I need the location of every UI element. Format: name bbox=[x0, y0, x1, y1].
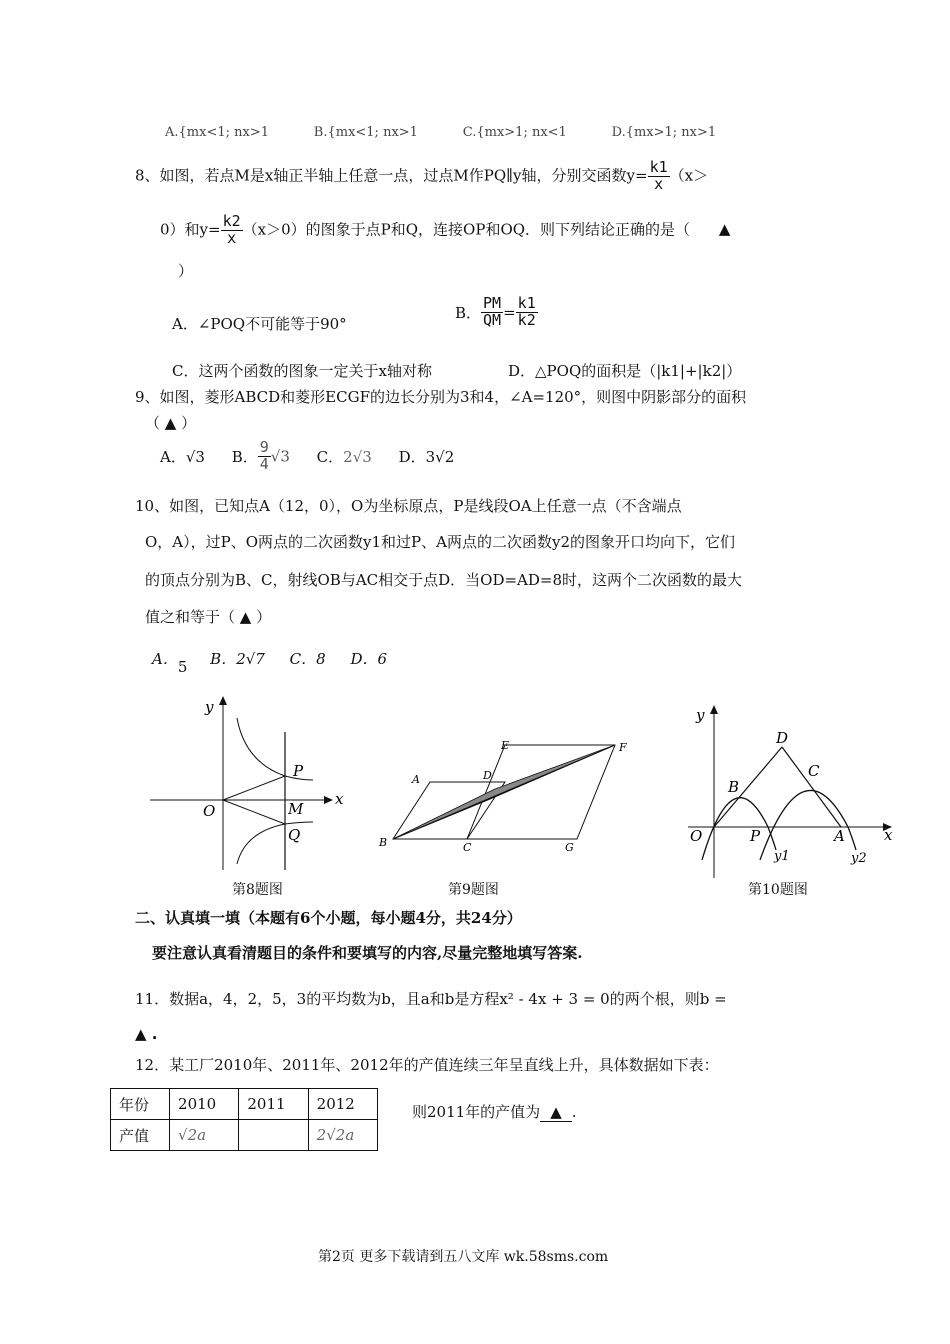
fig10-label-b: B bbox=[728, 778, 740, 796]
table-cell: √2a bbox=[170, 1120, 239, 1151]
q10-line4: 值之和等于（ ▲ ） bbox=[145, 608, 272, 626]
figure-10 bbox=[688, 700, 898, 880]
q11-line1: 11．数据a，4，2，5，3的平均数为b，且a和b是方程x² - 4x + 3 = 0的两个根，则b = bbox=[135, 990, 727, 1008]
q7-options bbox=[165, 122, 756, 140]
table-cell: 2012 bbox=[308, 1089, 377, 1120]
q9-option-a: A．√3 bbox=[160, 447, 205, 466]
fig8-label-q: Q bbox=[288, 826, 301, 844]
fig10-label-y: y bbox=[696, 706, 705, 724]
q7-option-a: A.{mx<1; nx>1 bbox=[165, 125, 269, 140]
fig10-label-o: O bbox=[690, 827, 703, 845]
q9-option-c: C．2√3 bbox=[316, 447, 372, 466]
q8-option-d: D．△POQ的面积是（|k1|+|k2|） bbox=[508, 362, 742, 380]
fig8-label-p: P bbox=[293, 762, 304, 780]
fig10-label-c: C bbox=[808, 762, 820, 780]
q7-option-c: C.{mx>1; nx<1 bbox=[462, 125, 567, 140]
fig9-label-e: E bbox=[501, 739, 510, 752]
q7-option-b: B.{mx<1; nx>1 bbox=[313, 125, 418, 140]
q10-option-b: B．2√7 bbox=[210, 650, 265, 668]
q12-answer: 则2011年的产值为 ▲ . bbox=[412, 1103, 577, 1121]
figure-9 bbox=[375, 735, 640, 855]
section2-title: 二、认真填一填（本题有6个小题，每小题4分，共24分） bbox=[135, 909, 522, 927]
q10-line3: 的顶点分别为B、C，射线OB与AC相交于点D．当OD=AD=8时，这两个二次函数的最大 bbox=[145, 571, 743, 589]
table-row bbox=[111, 1120, 378, 1151]
fig9-label-c: C bbox=[463, 841, 472, 854]
q10-option-c: C．8 bbox=[289, 650, 326, 668]
table-cell: 年份 bbox=[111, 1089, 170, 1120]
fig10-label-y2: y2 bbox=[851, 851, 867, 866]
q8-frac-k1: $\frac{k1}{x}$ bbox=[649, 158, 668, 193]
caption-fig9: 第9题图 bbox=[448, 882, 499, 898]
q9-options bbox=[160, 440, 454, 473]
table-cell bbox=[239, 1120, 308, 1151]
fig8-label-x: x bbox=[335, 790, 344, 808]
fig9-label-d: D bbox=[483, 769, 492, 782]
q10-option-d: D．6 bbox=[350, 650, 388, 668]
q9-line1: 9、如图，菱形ABCD和菱形ECGF的边长分别为3和4，∠A=120°，则图中阴影部分的面积 bbox=[135, 388, 747, 406]
q9-option-b: B． $\frac{9}{4}$ √3 bbox=[231, 438, 290, 473]
fig10-label-x: x bbox=[884, 826, 893, 844]
table-cell: 2010 bbox=[170, 1089, 239, 1120]
caption-fig8: 第8题图 bbox=[232, 882, 283, 898]
fig10-label-p: P bbox=[750, 827, 761, 845]
q8-option-c: C．这两个函数的图象一定关于x轴对称 bbox=[172, 362, 432, 380]
fig9-label-g: G bbox=[565, 841, 574, 854]
table-cell: 2√2a bbox=[308, 1120, 377, 1151]
q10-option-a: A．5 bbox=[152, 650, 188, 676]
figure-8 bbox=[145, 692, 345, 872]
q8-frac-k2: $\frac{k2}{x}$ bbox=[222, 212, 241, 247]
fig10-label-d: D bbox=[776, 729, 789, 747]
table-cell: 2011 bbox=[239, 1089, 308, 1120]
fig9-label-a: A bbox=[412, 773, 420, 786]
fig8-label-y: y bbox=[205, 698, 214, 716]
q11-line2: ▲ . bbox=[135, 1025, 158, 1043]
q8-line1: 8、如图，若点M是x轴正半轴上任意一点，过点M作PQ∥y轴，分别交函数y= $\frac{k1}{x}$ （x＞ bbox=[135, 158, 709, 193]
q8-option-b: B． $\frac{PM}{QM}$ = $\frac{k1}{k2}$ bbox=[455, 294, 536, 329]
q9-paren: （ ▲ ） bbox=[145, 414, 197, 432]
fig9-label-b: B bbox=[379, 836, 388, 849]
q8-close: ） bbox=[178, 262, 194, 280]
fig9-label-f: F bbox=[619, 741, 627, 754]
q7-option-d: D.{mx>1; nx>1 bbox=[611, 125, 717, 140]
answer-marker: ▲ bbox=[718, 220, 731, 239]
q10-line1: 10、如图，已知点A（12，0），O为坐标原点，P是线段OA上任意一点（不含端点 bbox=[135, 497, 682, 515]
fig10-label-y1: y1 bbox=[774, 849, 790, 864]
q10-line2: O，A），过P、O两点的二次函数y1和过P、A两点的二次函数y2的图象开口均向下，它们 bbox=[145, 533, 735, 551]
fig10-label-a: A bbox=[834, 827, 845, 845]
q12-line1: 12．某工厂2010年、2011年、2012年的产值连续三年呈直线上升，具体数据如下表： bbox=[135, 1056, 719, 1074]
q8-line2: 0）和y= $\frac{k2}{x}$ （x＞0）的图象于点P和Q，连接OP和OQ．则下列结论正确的是（ ▲ bbox=[160, 212, 731, 247]
caption-fig10: 第10题图 bbox=[748, 882, 808, 898]
q12-table bbox=[110, 1088, 378, 1151]
answer-blank: ▲ bbox=[540, 1103, 572, 1122]
q10-options bbox=[152, 648, 388, 676]
page-footer: 第2页 更多下载请到五八文库 wk.58sms.com bbox=[318, 1249, 609, 1265]
section2-note: 要注意认真看清题目的条件和要填写的内容,尽量完整地填写答案. bbox=[152, 944, 583, 962]
table-cell: 产值 bbox=[111, 1120, 170, 1151]
fig8-label-o: O bbox=[203, 802, 216, 820]
q9-option-d: D．3√2 bbox=[398, 447, 455, 466]
fig8-label-m: M bbox=[288, 800, 304, 818]
q8-option-a: A．∠POQ不可能等于90° bbox=[172, 315, 347, 333]
table-row bbox=[111, 1089, 378, 1120]
